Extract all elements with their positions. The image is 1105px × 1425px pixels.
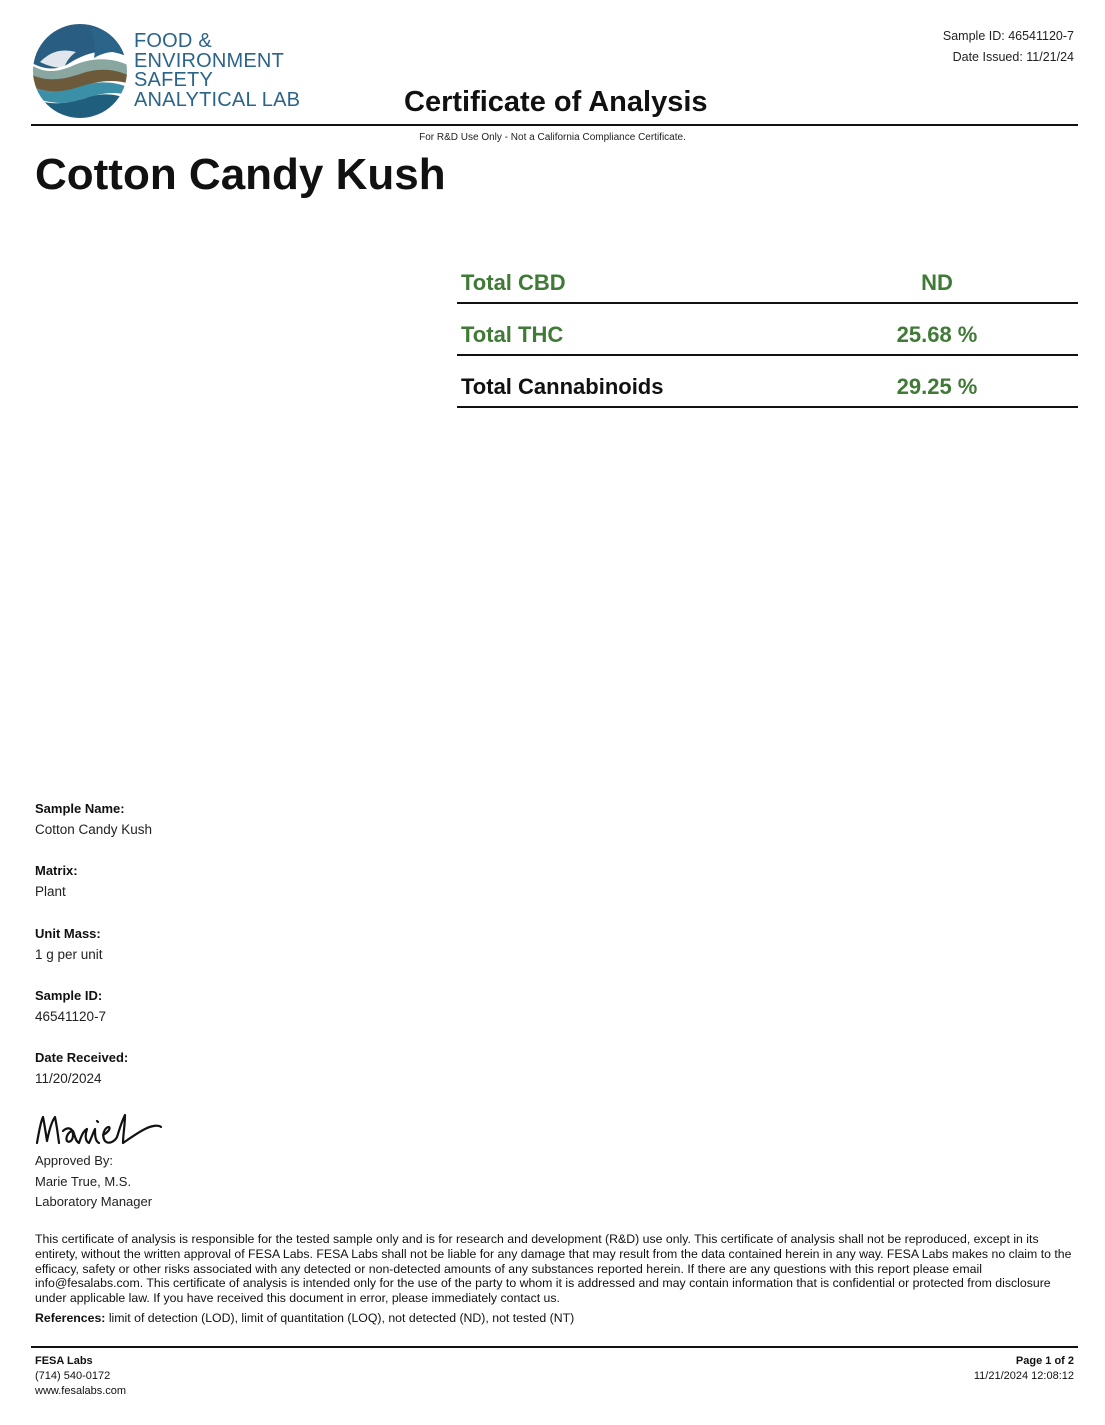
sample-info (35, 800, 435, 1111)
info-value: Plant (35, 884, 66, 900)
info-value: 1 g per unit (35, 946, 103, 962)
lab-name-line: SAFETY (134, 69, 213, 91)
results-summary (457, 252, 1078, 408)
info-value: Cotton Candy Kush (35, 822, 153, 837)
footer-timestamp: 11/21/2024 12:08:12 (973, 1370, 1074, 1382)
references-text: limit of detection (LOD), limit of quantitation (LOQ), not detected (ND), not tested (NT) (108, 1311, 575, 1325)
info-label: Sample ID: (35, 987, 103, 1003)
lab-logo (30, 22, 130, 120)
header-date-issued: Date Issued: 11/21/24 (952, 50, 1074, 64)
product-name: Cotton Candy Kush (35, 150, 446, 199)
approver-name: Marie True, M.S. (35, 1173, 132, 1189)
info-item (35, 925, 435, 987)
footer-phone: (714) 540-0172 (35, 1370, 111, 1382)
approved-by-label: Approved By: (35, 1153, 114, 1168)
footer-left (35, 1354, 126, 1399)
header-divider (31, 124, 1078, 126)
references (35, 1311, 1075, 1325)
header-sample-id: Sample ID: 46541120-7 (942, 29, 1074, 43)
info-item (35, 1049, 435, 1111)
lab-name-line: FOOD & (134, 30, 212, 52)
result-value: ND (921, 270, 953, 295)
result-value: 25.68 % (896, 322, 978, 347)
approval-block (35, 1151, 152, 1213)
info-value: 46541120-7 (35, 1008, 107, 1024)
compliance-disclaimer: For R&D Use Only - Not a California Compliance Certificate. (419, 132, 686, 143)
footer-company: FESA Labs (35, 1355, 93, 1367)
result-label: Total THC (461, 322, 564, 347)
info-label: Unit Mass: (35, 925, 101, 941)
references-label: References: (35, 1311, 106, 1325)
footer-divider (31, 1346, 1078, 1348)
info-label: Matrix: (35, 863, 78, 879)
info-item (35, 987, 435, 1049)
approver-role: Laboratory Manager (35, 1194, 153, 1209)
info-item (35, 862, 435, 924)
result-row (457, 304, 1078, 356)
page-number: Page 1 of 2 (1015, 1355, 1074, 1367)
result-label: Total Cannabinoids (461, 374, 664, 399)
signature (33, 1105, 165, 1151)
result-row (457, 252, 1078, 304)
footer-right (974, 1354, 1074, 1384)
header-meta (943, 26, 1074, 68)
lab-name (134, 32, 300, 110)
info-value: 11/20/2024 (35, 1071, 102, 1087)
info-item (35, 800, 435, 862)
lab-name-line: ANALYTICAL LAB (134, 88, 301, 111)
legal-statement: This certificate of analysis is responsible for the tested sample only and is for research and development (R&D) use only. This certificate of analysis shall not be reproduced, except in its entirety, without the written approval of FESA Labs. FESA Labs shall not be liable for any damage that may result from the data contained herein in any way. FESA Labs makes no claim to the efficacy, safety or other risks associated with any detected or non-detected amounts of any substances reported herein. If there are any questions with this report please email info@fesalabs.com. This certificate of analysis is intended only for the use of the party to whom it is addressed and may contain information that is confidential or protected from disclosure under applicable law. If you have received this document in error, please immediately contact us. (35, 1232, 1072, 1306)
info-label: Date Received: (35, 1050, 129, 1066)
document-title: Certificate of Analysis (404, 86, 708, 118)
footer-website: www.fesalabs.com (35, 1385, 127, 1397)
info-label: Sample Name: (35, 801, 125, 816)
result-label: Total CBD (461, 270, 566, 295)
result-value: 29.25 % (896, 374, 978, 399)
lab-name-line: ENVIRONMENT (134, 49, 284, 72)
result-row (457, 356, 1078, 408)
